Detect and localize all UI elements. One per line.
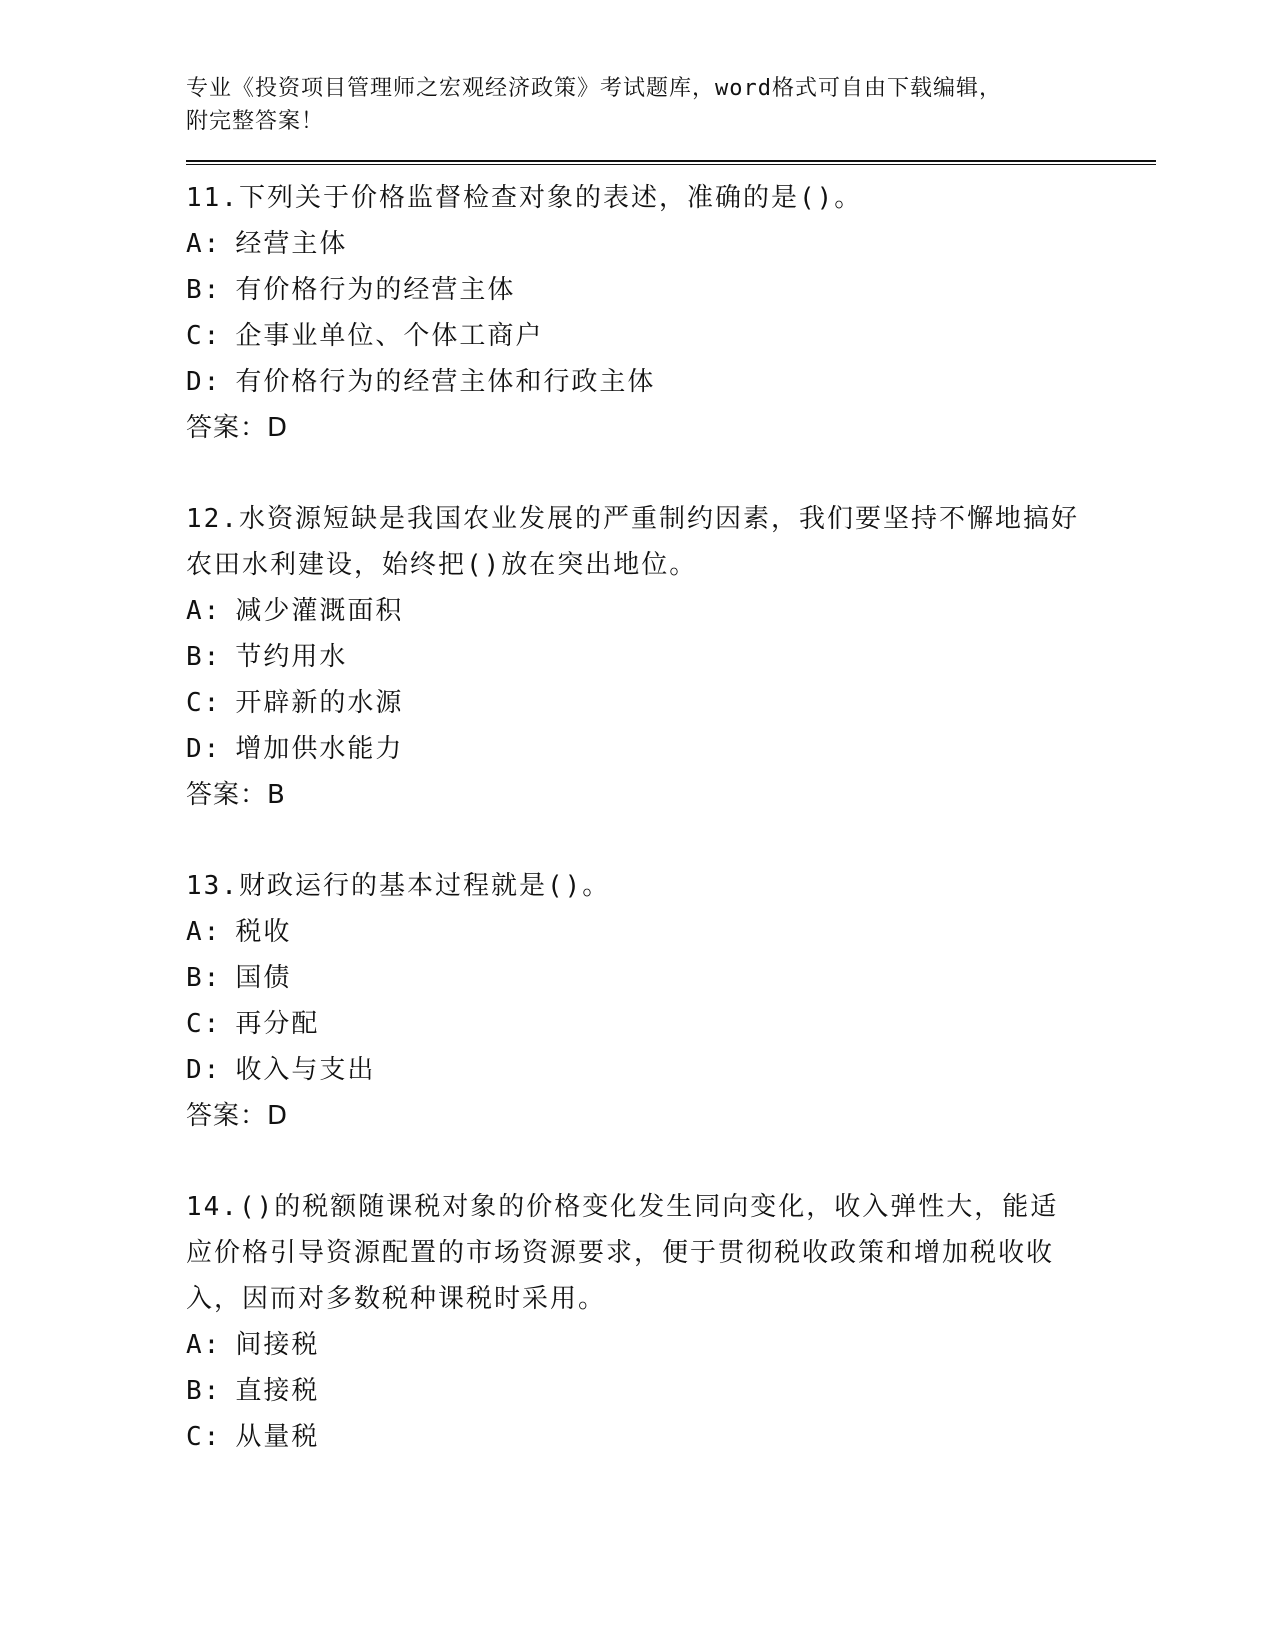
question-13 — [186, 863, 1156, 1139]
document-header-line-1: 专业《投资项目管理师之宏观经济政策》考试题库，word格式可自由下载编辑， — [186, 76, 1002, 101]
option-text: 税收 — [235, 917, 292, 947]
answer-line — [186, 405, 1156, 451]
question-stem: 14.()的税额随课税对象的价格变化发生同向变化，收入弹性大，能适应价格引导资源配置的市场资源要求，便于贯彻税收政策和增加税收收入，因而对多数税种课税时采用。 — [186, 1192, 1059, 1314]
header-divider — [186, 160, 1156, 165]
option-text: 间接税 — [235, 1330, 320, 1360]
answer-label: 答案： — [186, 413, 268, 443]
option-letter: A: — [186, 917, 222, 947]
option-letter: B: — [186, 1376, 222, 1406]
option-letter: B: — [186, 642, 222, 672]
option-text: 节约用水 — [235, 642, 348, 672]
option-letter: D: — [186, 367, 222, 397]
option-c — [186, 680, 1156, 726]
document-header-line-2: 附完整答案！ — [186, 109, 325, 134]
option-a — [186, 909, 1156, 955]
option-b — [186, 955, 1156, 1001]
option-text: 直接税 — [235, 1376, 320, 1406]
document-page — [186, 72, 1156, 1505]
option-text: 开辟新的水源 — [235, 688, 404, 718]
option-letter: C: — [186, 1422, 222, 1452]
option-letter: A: — [186, 229, 222, 259]
option-letter: C: — [186, 321, 222, 351]
option-text: 国债 — [235, 963, 292, 993]
option-text: 再分配 — [235, 1009, 320, 1039]
answer-value: B — [267, 780, 286, 810]
answer-line — [186, 1093, 1156, 1139]
option-c — [186, 1414, 1156, 1460]
answer-label: 答案： — [186, 1101, 268, 1131]
option-c — [186, 313, 1156, 359]
option-text: 减少灌溉面积 — [235, 596, 404, 626]
option-b — [186, 634, 1156, 680]
option-letter: C: — [186, 688, 222, 718]
answer-label: 答案： — [186, 780, 268, 810]
option-d — [186, 726, 1156, 772]
option-text: 经营主体 — [235, 229, 348, 259]
answer-value: D — [267, 1101, 289, 1131]
question-stem: 13.财政运行的基本过程就是()。 — [186, 871, 611, 901]
option-text: 企事业单位、个体工商户 — [235, 321, 544, 351]
option-letter: B: — [186, 963, 222, 993]
option-letter: D: — [186, 734, 222, 764]
answer-line — [186, 772, 1156, 818]
option-a — [186, 1322, 1156, 1368]
option-text: 有价格行为的经营主体 — [235, 275, 516, 305]
option-text: 从量税 — [235, 1422, 320, 1452]
option-a — [186, 588, 1156, 634]
option-a — [186, 221, 1156, 267]
option-text: 增加供水能力 — [235, 734, 404, 764]
question-stem: 12.水资源短缺是我国农业发展的严重制约因素，我们要坚持不懈地搞好农田水利建设，始终把()放在突出地位。 — [186, 504, 1079, 580]
question-stem: 11.下列关于价格监督检查对象的表述，准确的是()。 — [186, 183, 863, 213]
option-letter: A: — [186, 1330, 222, 1360]
question-list — [186, 175, 1156, 1460]
option-text: 有价格行为的经营主体和行政主体 — [235, 367, 656, 397]
option-b — [186, 1368, 1156, 1414]
option-letter: D: — [186, 1055, 222, 1085]
option-d — [186, 359, 1156, 405]
option-letter: A: — [186, 596, 222, 626]
option-text: 收入与支出 — [235, 1055, 376, 1085]
option-letter: C: — [186, 1009, 222, 1039]
question-11 — [186, 175, 1156, 451]
option-letter: B: — [186, 275, 222, 305]
option-d — [186, 1047, 1156, 1093]
question-12 — [186, 496, 1156, 818]
question-14 — [186, 1184, 1156, 1460]
answer-value: D — [267, 413, 289, 443]
option-c — [186, 1001, 1156, 1047]
option-b — [186, 267, 1156, 313]
